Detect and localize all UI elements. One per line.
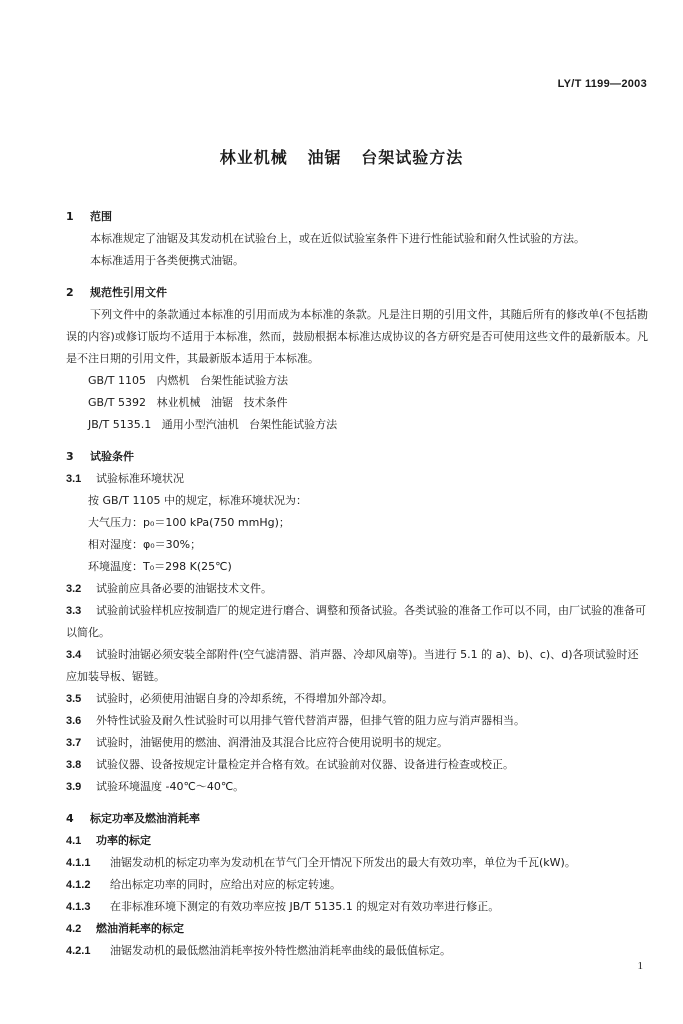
clause bbox=[66, 578, 648, 600]
subsection-heading bbox=[66, 918, 648, 940]
clause bbox=[66, 852, 648, 874]
clause-number: 3.9 bbox=[66, 781, 82, 793]
clause-number: 4.1.2 bbox=[66, 879, 91, 891]
clause-number: 3.4 bbox=[66, 649, 82, 661]
environment-line: 按 GB/T 1105 中的规定，标准环境状况为： bbox=[88, 494, 307, 507]
paragraph: 本标准适用于各类便携式油锯。 bbox=[90, 254, 244, 267]
clause-text: 试验时，必须使用油锯自身的冷却系统，不得增加外部冷却。 bbox=[96, 692, 393, 705]
clause bbox=[66, 896, 648, 918]
clause-text: 油锯发动机的标定功率为发动机在节气门全开情况下所发出的最大有效功率，单位为千瓦(kW)。 bbox=[110, 856, 576, 869]
paragraph: 本标准规定了油锯及其发动机在试验台上，或在近似试验室条件下进行性能试验和耐久性试验的方法。 bbox=[90, 232, 585, 245]
clause-text: 试验标准环境状况 bbox=[96, 472, 184, 485]
clause-text: 燃油消耗率的标定 bbox=[96, 922, 184, 935]
clause-number: 4.1.1 bbox=[66, 857, 91, 869]
page-number: 1 bbox=[637, 960, 643, 972]
clause-number: 3.8 bbox=[66, 759, 82, 771]
clause-text: 在非标准环境下测定的有效功率应按 JB/T 5135.1 的规定对有效功率进行修正。 bbox=[110, 900, 500, 913]
clause-number: 3.5 bbox=[66, 693, 82, 705]
section-title: 范围 bbox=[90, 210, 112, 223]
section-number: 4 bbox=[66, 812, 74, 825]
clause-text: 外特性试验及耐久性试验时可以用排气管代替消声器，但排气管的阻力应与消声器相当。 bbox=[96, 714, 525, 727]
section-number: 1 bbox=[66, 210, 74, 223]
environment-line: 相对湿度：φ₀＝30%； bbox=[88, 538, 202, 551]
clause-text: 试验前应具备必要的油锯技术文件。 bbox=[96, 582, 272, 595]
clause-number: 3.1 bbox=[66, 473, 82, 485]
section-heading bbox=[66, 446, 648, 468]
document-body bbox=[66, 200, 648, 962]
clause-text: 试验时，油锯使用的燃油、润滑油及其混合比应符合使用说明书的规定。 bbox=[96, 736, 448, 749]
environment-line: 环境温度：T₀＝298 K(25℃) bbox=[88, 560, 232, 573]
clause-text: 给出标定功率的同时，应给出对应的标定转速。 bbox=[110, 878, 341, 891]
section-number: 3 bbox=[66, 450, 74, 463]
clause bbox=[66, 776, 648, 798]
clause-number: 3.2 bbox=[66, 583, 82, 595]
reference-item: JB/T 5135.1 通用小型汽油机 台架性能试验方法 bbox=[88, 418, 338, 431]
section-title: 标定功率及燃油消耗率 bbox=[90, 812, 200, 825]
clause-number: 3.6 bbox=[66, 715, 82, 727]
subsection-heading bbox=[66, 830, 648, 852]
clause bbox=[66, 754, 648, 776]
clause-number: 4.1.3 bbox=[66, 901, 91, 913]
clause-number: 3.3 bbox=[66, 605, 82, 617]
section-title: 规范性引用文件 bbox=[90, 286, 167, 299]
clause bbox=[66, 600, 648, 644]
paragraph: 下列文件中的条款通过本标准的引用而成为本标准的条款。凡是注日期的引用文件，其随后所有的修改单(不包括勘误的内容)或修订版均不适用于本标准，然而，鼓励根据本标准达成协议的各方研究是否可使用这些文件的最新版本。凡是不注日期的引用文件，其最新版本适用于本标准。 bbox=[66, 308, 648, 365]
clause bbox=[66, 644, 648, 688]
section-number: 2 bbox=[66, 286, 74, 299]
clause-text: 功率的标定 bbox=[96, 834, 151, 847]
reference-item: GB/T 1105 内燃机 台架性能试验方法 bbox=[88, 374, 288, 387]
section-heading bbox=[66, 282, 648, 304]
section-title: 试验条件 bbox=[90, 450, 134, 463]
section-heading bbox=[66, 206, 648, 228]
clause bbox=[66, 468, 648, 490]
clause-number: 4.2 bbox=[66, 923, 82, 935]
section-heading bbox=[66, 808, 648, 830]
clause bbox=[66, 940, 648, 962]
clause-text: 试验仪器、设备按规定计量检定并合格有效。在试验前对仪器、设备进行检查或校正。 bbox=[96, 758, 514, 771]
clause-number: 3.7 bbox=[66, 737, 82, 749]
clause-number: 4.1 bbox=[66, 835, 82, 847]
standard-code: LY/T 1199—2003 bbox=[557, 78, 647, 90]
clause bbox=[66, 874, 648, 896]
clause-text: 油锯发动机的最低燃油消耗率按外特性燃油消耗率曲线的最低值标定。 bbox=[110, 944, 451, 957]
page-title: 林业机械 油锯 台架试验方法 bbox=[219, 148, 464, 167]
clause bbox=[66, 688, 648, 710]
environment-line: 大气压力：p₀＝100 kPa(750 mmHg)； bbox=[88, 516, 290, 529]
clause bbox=[66, 732, 648, 754]
clause bbox=[66, 710, 648, 732]
clause-text: 试验前试验样机应按制造厂的规定进行磨合、调整和预备试验。各类试验的准备工作可以不同，由厂试验的准备可以简化。 bbox=[66, 604, 646, 639]
reference-item: GB/T 5392 林业机械 油锯 技术条件 bbox=[88, 396, 288, 409]
clause-text: 试验环境温度 -40℃～40℃。 bbox=[96, 780, 245, 793]
clause-number: 4.2.1 bbox=[66, 945, 91, 957]
clause-text: 试验时油锯必须安装全部附件(空气滤清器、消声器、冷却风扇等)。当进行 5.1 的 a)、b)、c)、d)各项试验时还应加装导板、锯链。 bbox=[66, 648, 639, 683]
